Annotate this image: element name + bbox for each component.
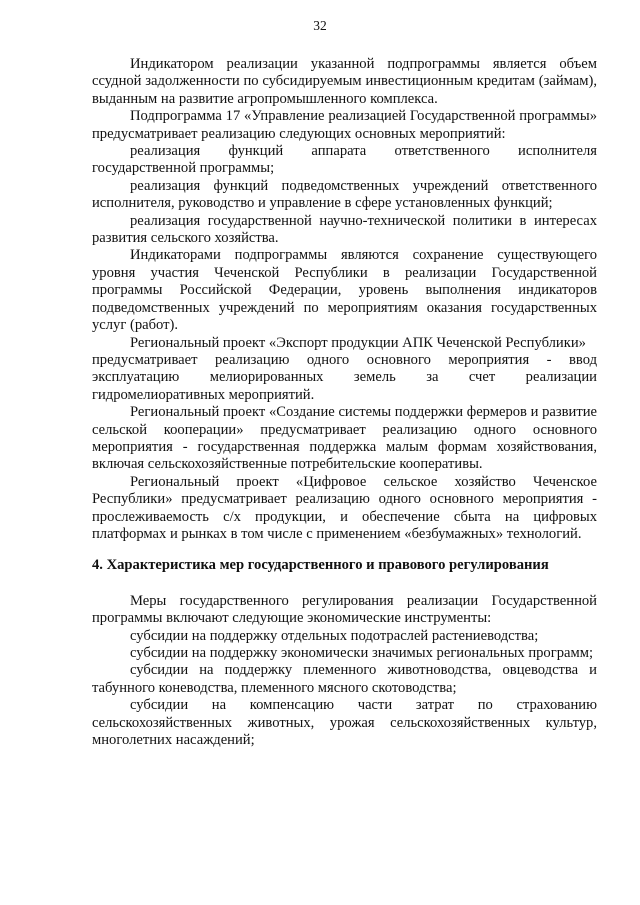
section-body xyxy=(92,593,597,750)
list-item: субсидии на компенсацию части затрат по страхованию сельскохозяйственных животных, урожая сельскохозяйственных культур, многолетних насаждений; xyxy=(92,697,597,749)
list-item: субсидии на поддержку племенного животноводства, овцеводства и табунного коневодства, племенного мясного скотоводства; xyxy=(92,662,597,696)
list-item: реализация функций подведомственных учреждений ответственного исполнителя, руководство и управление в сфере установленных функций; xyxy=(92,177,597,212)
paragraph: предусматривает реализацию одного основного мероприятия - ввод эксплуатацию мелиорированных земель за счет реализации гидромелиоративных мероприятий. xyxy=(92,351,597,403)
paragraph: Региональный проект «Создание системы поддержки фермеров и развитие сельской кооперации» предусматривает реализацию одного основного мероприятия - государственная поддержка малым формам хозяйствования, включая сельскохозяйственные потребительские кооперативы. xyxy=(92,404,597,473)
paragraph: Региональный проект «Цифровое сельское хозяйство Чеченское Республики» предусматривает реализацию одного основного мероприятия - прослеживаемость с/х продукции, и обеспечение сбыта на цифровых платформах и рынках в том числе с применением «безбумажных» технологий. xyxy=(92,473,597,542)
list-item: реализация функций аппарата ответственного исполнителя государственной программы; xyxy=(92,143,597,177)
list-item: реализация государственной научно-технической политики в интересах развития сельского хозяйства. xyxy=(92,212,597,247)
document-body xyxy=(92,56,597,749)
paragraph: Региональный проект «Экспорт продукции АПК Чеченской Республики» xyxy=(130,334,586,351)
page-number: 32 xyxy=(313,18,327,33)
list-item: субсидии на поддержку отдельных подотраслей растениеводства; xyxy=(130,627,539,644)
list-item: субсидии на поддержку экономически значимых региональных программ; xyxy=(130,645,594,661)
paragraph: Индикаторами подпрограммы являются сохранение существующего уровня участия Чеченской Республики в реализации Государственной программы Российской Федерации, уровень выполнения индикаторов подведомственных учреждений по мероприятиям оказания государственных услуг (работ). xyxy=(92,247,597,334)
paragraph: Индикатором реализации указанной подпрограммы является объем ссудной задолженности по субсидируемым инвестиционным кредитам (займам), выданным на развитие агропромышленного комплекса. xyxy=(92,56,597,107)
paragraph: Меры государственного регулирования реализации Государственной программы включают следующие экономические инструменты: xyxy=(92,592,597,627)
paragraph: Подпрограмма 17 «Управление реализацией Государственной программы» предусматривает реализацию следующих основных мероприятий: xyxy=(92,108,597,142)
section-heading: 4. Характеристика мер государственного и правового регулирования xyxy=(92,557,549,574)
